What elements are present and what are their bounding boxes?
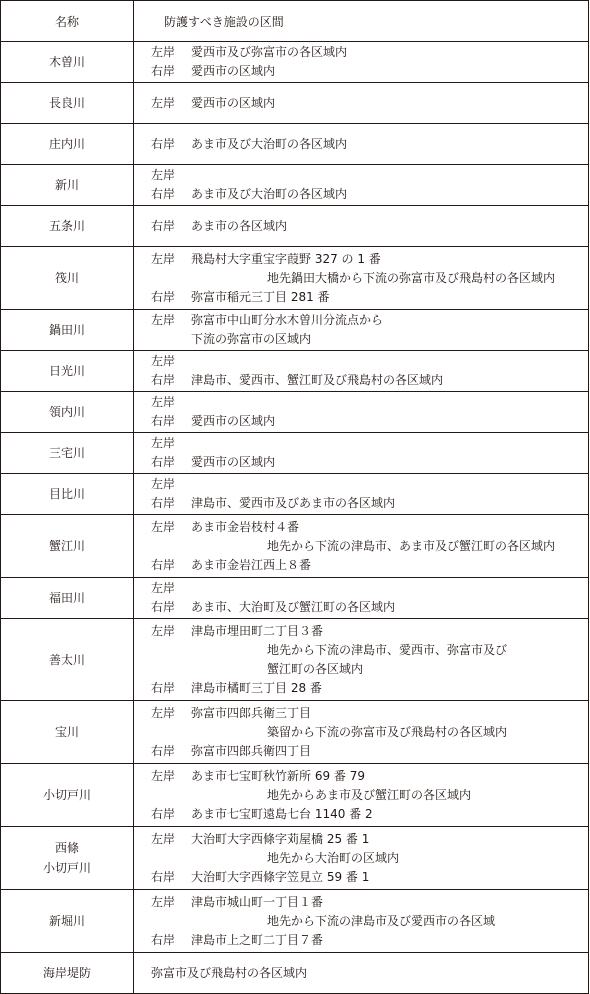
section-text: 弥富市稲元三丁目 281 番	[191, 289, 330, 304]
section-detail	[134, 701, 589, 764]
detail-line	[151, 742, 588, 761]
detail-line	[151, 43, 588, 62]
section-text: 大治町大字西條字苅屋橋 25 番 1	[191, 831, 370, 846]
section-text: 弥富市四郎兵衛三丁目	[191, 705, 312, 720]
header-row	[1, 1, 589, 42]
bank-side: 左岸	[151, 894, 176, 909]
section-text: 弥富市中山町分水木曽川分流点から	[191, 313, 384, 327]
river-name-line: 宝川	[54, 725, 79, 739]
river-name	[1, 124, 134, 165]
detail-line	[151, 453, 588, 472]
table-row	[1, 351, 589, 392]
bank-side: 左岸	[151, 623, 176, 638]
river-name-line: 西條	[54, 841, 79, 855]
river-name	[1, 310, 134, 351]
detail-line	[151, 641, 588, 660]
section-text: 地先鍋田大橋から下流の弥富市及び飛島村の各区域内	[267, 270, 556, 285]
river-name	[1, 351, 134, 392]
bank-side: 左岸	[151, 313, 176, 327]
bank-side: 右岸	[151, 414, 176, 428]
section-text: 築留から下流の弥富市及び飛島村の各区域内	[267, 724, 508, 739]
river-name	[1, 392, 134, 433]
table-row	[1, 578, 589, 619]
bank-side: 左岸	[151, 581, 176, 595]
section-text: 愛西市及び弥富市の各区域内	[191, 45, 348, 59]
bank-side: 右岸	[151, 373, 176, 387]
section-text: 津島市、愛西市及びあま市の各区域内	[191, 496, 396, 510]
river-name-line: 小切戸川	[42, 788, 91, 802]
river-name	[1, 578, 134, 619]
section-detail	[134, 124, 589, 165]
section-detail	[134, 578, 589, 619]
table-row	[1, 764, 589, 827]
section-text: 愛西市の区域内	[191, 455, 276, 469]
section-text: あま市、大治町及び蟹江町の各区域内	[191, 600, 396, 614]
table-row	[1, 310, 589, 351]
river-name-line: 三宅川	[48, 446, 85, 460]
table-row	[1, 827, 589, 890]
river-name	[1, 953, 134, 994]
section-detail	[134, 433, 589, 474]
bank-side: 左岸	[151, 251, 176, 266]
detail-line	[151, 723, 588, 742]
section-detail	[134, 953, 589, 994]
table-row	[1, 890, 589, 953]
river-name-line: 蟹江川	[48, 539, 85, 553]
section-detail	[134, 827, 589, 890]
detail-line	[151, 537, 588, 556]
bank-side: 左岸	[151, 354, 176, 368]
table-row	[1, 83, 589, 124]
table-row	[1, 433, 589, 474]
section-text: 大治町大字西條字笠見立 59 番 1	[191, 869, 370, 884]
section-detail	[134, 351, 589, 392]
table-row	[1, 701, 589, 764]
bank-side: 右岸	[151, 496, 176, 510]
section-detail	[134, 42, 589, 83]
river-name-line: 筏川	[54, 271, 79, 285]
bank-side: 左岸	[151, 705, 176, 720]
bank-side: 右岸	[151, 455, 176, 469]
river-name	[1, 515, 134, 578]
river-name	[1, 890, 134, 953]
detail-line	[151, 849, 588, 868]
detail-line	[151, 767, 588, 786]
section-text: 地先から下流の津島市、愛西市、弥富市及び	[267, 642, 508, 657]
table-row	[1, 247, 589, 310]
bank-side: 左岸	[151, 477, 176, 491]
detail-line	[151, 412, 588, 431]
section-detail	[134, 247, 589, 310]
detail-line	[151, 371, 588, 390]
section-text: あま市及び大治町の各区域内	[191, 136, 348, 151]
section-text: 地先から下流の津島市、あま市及び蟹江町の各区域内	[267, 538, 556, 553]
detail-line	[151, 135, 588, 154]
river-name-line: 目比川	[48, 487, 85, 501]
detail-line	[151, 622, 588, 641]
detail-line	[151, 185, 588, 204]
bank-side: 右岸	[151, 187, 176, 201]
section-text: 津島市埋田町二丁目３番	[191, 623, 324, 638]
section-text: あま市金岩江西上８番	[191, 557, 312, 572]
river-name	[1, 206, 134, 247]
bank-side: 右岸	[151, 136, 176, 151]
section-text: 津島市橘町三丁目 28 番	[191, 680, 322, 695]
section-text: 津島市城山町一丁目１番	[191, 894, 324, 909]
river-name-line: 木曽川	[48, 55, 85, 69]
detail-line	[151, 330, 588, 349]
section-text: 愛西市の区域内	[191, 64, 276, 78]
section-text: 地先から大治町の区域内	[267, 850, 400, 865]
bank-side: 右岸	[151, 600, 176, 614]
section-text: 愛西市の区域内	[191, 95, 276, 110]
detail-line	[151, 269, 588, 288]
river-name	[1, 474, 134, 515]
detail-line	[151, 660, 588, 679]
detail-line	[151, 786, 588, 805]
bank-side: 左岸	[151, 768, 176, 783]
section-detail	[134, 890, 589, 953]
river-name-line: 五条川	[48, 219, 85, 233]
detail-line	[151, 475, 588, 494]
river-name	[1, 619, 134, 701]
section-detail	[134, 310, 589, 351]
detail-line	[151, 912, 588, 931]
river-name-line: 長良川	[48, 96, 85, 110]
detail-line	[151, 217, 588, 236]
bank-side: 右岸	[151, 743, 176, 758]
table-row	[1, 206, 589, 247]
bank-side: 右岸	[151, 218, 176, 233]
detail-line	[151, 166, 588, 185]
table-row	[1, 392, 589, 433]
river-name	[1, 165, 134, 206]
section-detail	[134, 764, 589, 827]
detail-line	[151, 518, 588, 537]
river-name-line: 海岸堤防	[42, 966, 91, 980]
section-detail	[134, 83, 589, 124]
table-row	[1, 474, 589, 515]
bank-side: 右岸	[151, 869, 176, 884]
table-row	[1, 619, 589, 701]
detail-line	[151, 393, 588, 412]
header-name: 名称	[1, 1, 134, 42]
section-text: 弥富市四郎兵衛四丁目	[191, 743, 312, 758]
detail-line	[151, 494, 588, 513]
detail-line	[151, 704, 588, 723]
detail-line	[151, 931, 588, 950]
bank-side: 左岸	[151, 95, 176, 110]
bank-side: 左岸	[151, 519, 176, 534]
section-text: 飛島村大字重宝字葭野 327 の 1 番	[191, 251, 381, 266]
bank-side: 右岸	[151, 557, 176, 572]
detail-line	[151, 62, 588, 81]
bank-side: 右岸	[151, 289, 176, 304]
section-detail	[134, 619, 589, 701]
section-text: 津島市上之町二丁目７番	[191, 932, 324, 947]
header-section: 防護すべき施設の区間	[134, 1, 589, 42]
bank-side: 左岸	[151, 436, 176, 450]
table-body	[1, 42, 589, 994]
detail-line	[151, 288, 588, 307]
river-name	[1, 42, 134, 83]
river-name-line: 新川	[54, 178, 79, 192]
section-text: 津島市、愛西市、蟹江町及び飛島村の各区域内	[191, 373, 444, 387]
section-text: あま市の各区域内	[191, 218, 288, 233]
bank-side: 左岸	[151, 168, 176, 182]
detail-line	[151, 893, 588, 912]
river-name	[1, 764, 134, 827]
river-name	[1, 827, 134, 890]
bank-side: 左岸	[151, 45, 176, 59]
section-detail	[134, 392, 589, 433]
section-text: 蟹江町の各区域内	[267, 661, 364, 676]
table-row	[1, 953, 589, 994]
bank-side: 右岸	[151, 64, 176, 78]
river-name	[1, 433, 134, 474]
river-name-line: 新堀川	[48, 914, 85, 928]
bank-side: 左岸	[151, 831, 176, 846]
river-name-line: 領内川	[48, 405, 85, 419]
detail-line	[151, 830, 588, 849]
river-name	[1, 83, 134, 124]
detail-line	[151, 250, 588, 269]
section-text: あま市金岩枝村４番	[191, 519, 300, 534]
bank-side: 右岸	[151, 932, 176, 947]
detail-line	[151, 598, 588, 617]
river-name-line: 日光川	[48, 364, 85, 378]
section-detail	[134, 165, 589, 206]
river-name-line: 善太川	[48, 652, 85, 667]
section-text: 弥富市及び飛島村の各区域内	[151, 965, 308, 980]
detail-line	[151, 964, 588, 983]
table-row	[1, 42, 589, 83]
bank-side: 右岸	[151, 806, 176, 821]
river-name-line: 庄内川	[48, 137, 85, 151]
section-detail	[134, 515, 589, 578]
bank-side: 左岸	[151, 395, 176, 409]
river-name-line: 小切戸川	[42, 861, 91, 875]
bank-side: 右岸	[151, 680, 176, 695]
section-text: 愛西市の区域内	[191, 414, 276, 428]
section-text: 下流の弥富市の区域内	[191, 332, 312, 346]
detail-line	[151, 868, 588, 887]
detail-line	[151, 579, 588, 598]
detail-line	[151, 679, 588, 698]
river-name	[1, 247, 134, 310]
section-text: あま市七宝町遠島七台 1140 番 2	[191, 806, 373, 821]
river-name-line: 福田川	[48, 591, 85, 605]
detail-line	[151, 556, 588, 575]
detail-line	[151, 434, 588, 453]
river-name	[1, 701, 134, 764]
detail-line	[151, 311, 588, 330]
section-text: 地先からあま市及び蟹江町の各区域内	[267, 787, 472, 802]
detail-line	[151, 352, 588, 371]
section-detail	[134, 474, 589, 515]
detail-line	[151, 94, 588, 113]
section-text: あま市七宝町秋竹新所 69 番 79	[191, 768, 365, 783]
section-detail	[134, 206, 589, 247]
table-row	[1, 124, 589, 165]
section-text: 地先から下流の津島市及び愛西市の各区域	[267, 913, 496, 928]
river-name-line: 鍋田川	[48, 323, 85, 337]
detail-line	[151, 805, 588, 824]
table-row	[1, 515, 589, 578]
table-row	[1, 165, 589, 206]
section-text: あま市及び大治町の各区域内	[191, 187, 348, 201]
